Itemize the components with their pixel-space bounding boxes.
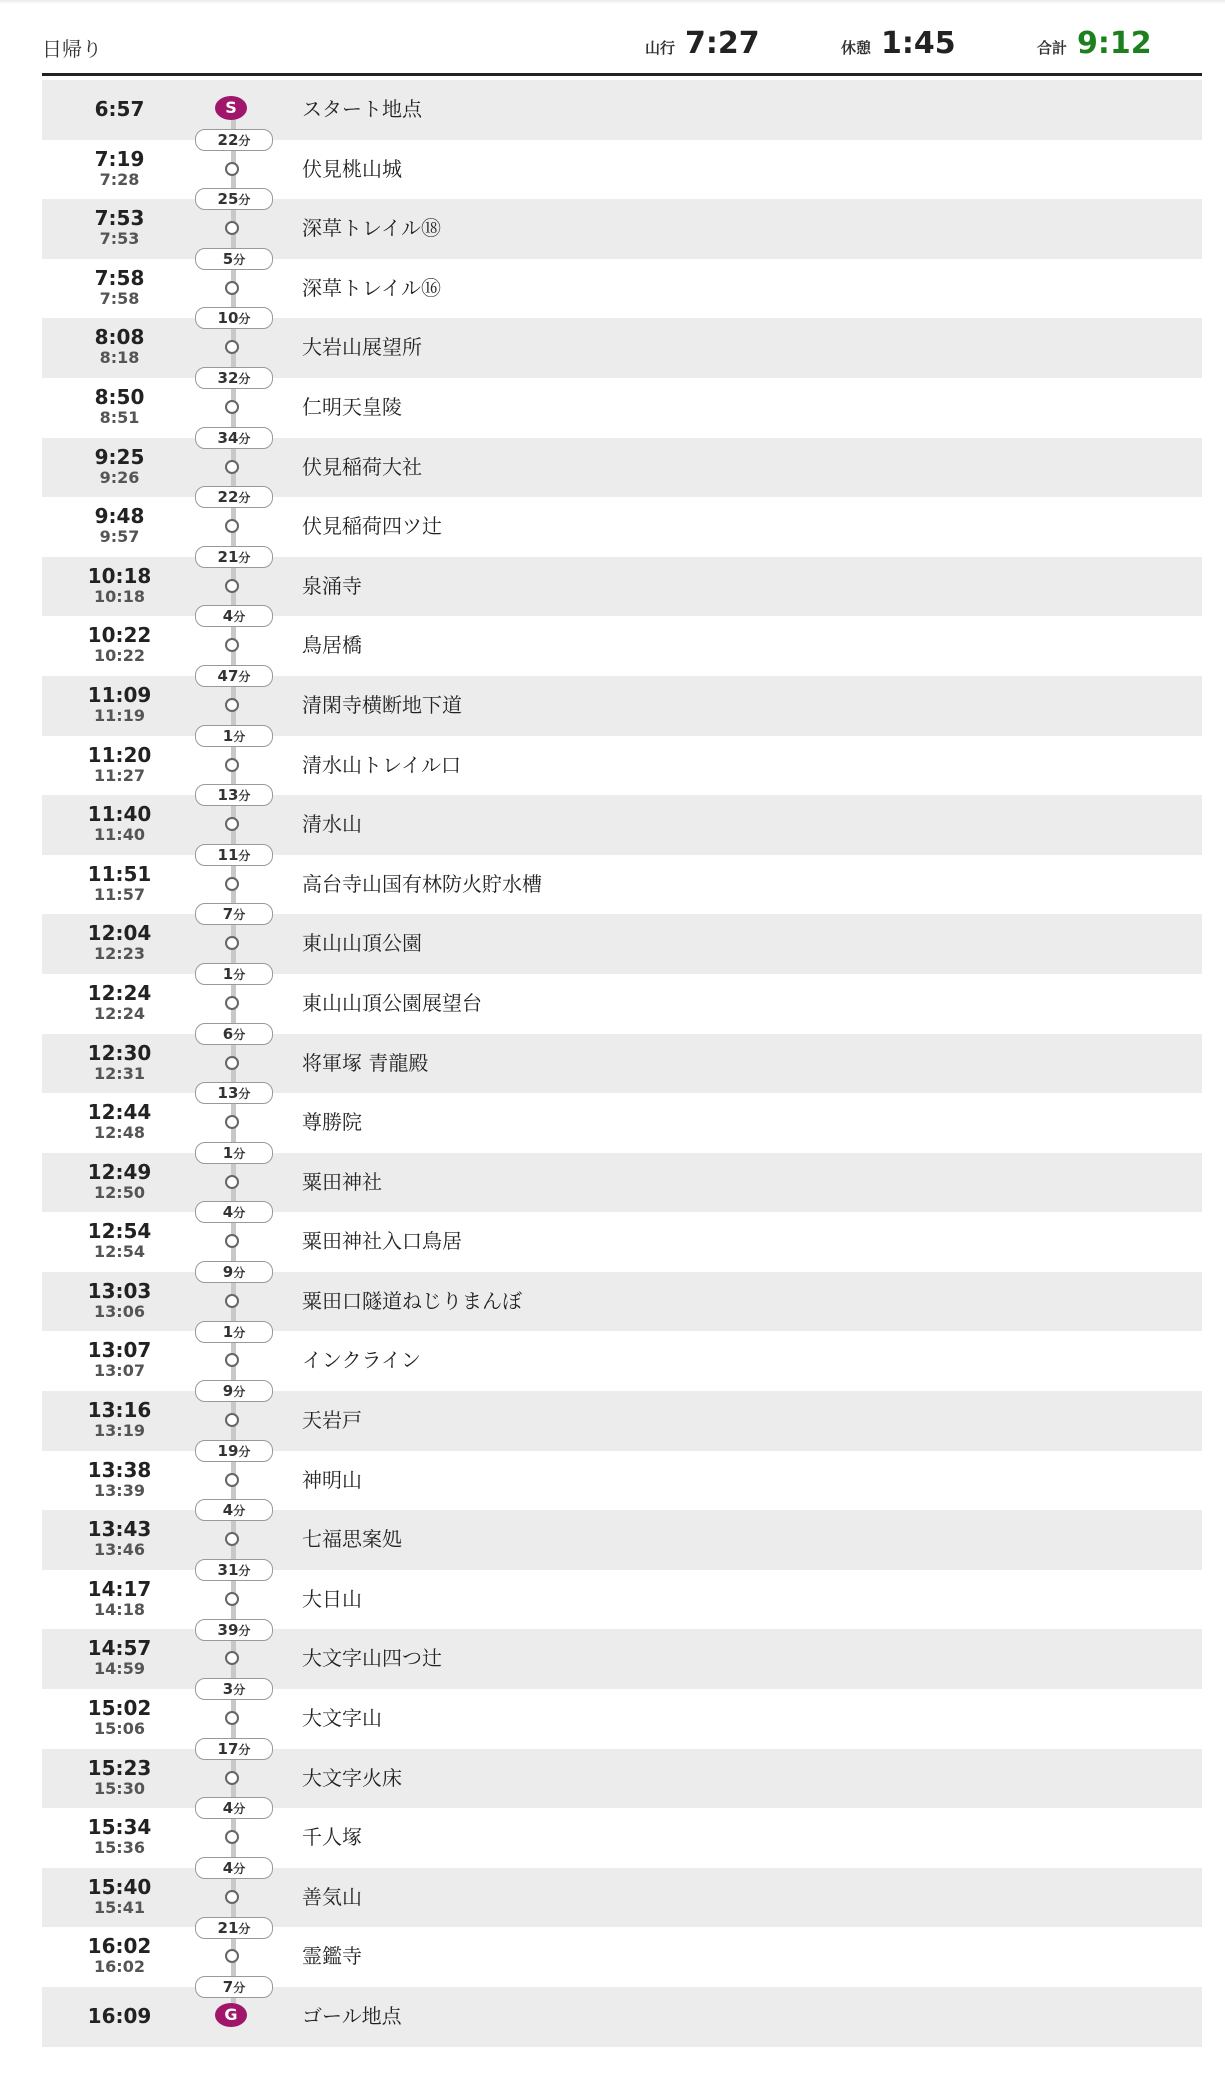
waypoint-node-icon: [225, 579, 239, 593]
segment-unit: 分: [233, 1802, 246, 1817]
summary-header: [42, 18, 1202, 76]
start-marker-icon: S: [215, 96, 247, 120]
segment-unit: 分: [233, 1981, 246, 1996]
segment-unit: 分: [238, 1087, 251, 1102]
waypoint-node-icon: [225, 1056, 239, 1070]
waypoint-node-icon: [225, 519, 239, 533]
departure-time: 14:59: [94, 1659, 145, 1679]
departure-time: 15:41: [94, 1897, 145, 1917]
arrival-time: 7:19: [94, 146, 145, 171]
waypoint-node-icon: [225, 817, 239, 831]
departure-time: 15:36: [94, 1838, 145, 1858]
arrival-time: 9:48: [94, 504, 145, 529]
arrival-time: 11:51: [87, 861, 152, 886]
segment-minutes: 31: [217, 1561, 239, 1579]
stop-name: 深草トレイル⑯: [302, 275, 441, 300]
stop-name: 大岩山展望所: [302, 335, 422, 360]
departure-time: 16:02: [94, 1957, 145, 1977]
waypoint-node-icon: [225, 1234, 239, 1248]
stop-name: 天岩戸: [302, 1408, 362, 1433]
segment-duration-pill: [195, 307, 273, 329]
segment-minutes: 19: [217, 1441, 239, 1460]
arrival-time: 8:08: [94, 325, 145, 350]
segment-duration-pill: [195, 1023, 273, 1045]
segment-unit: 分: [238, 312, 251, 327]
segment-duration-pill: [195, 1142, 273, 1164]
segment-unit: 分: [238, 789, 251, 804]
waypoint-node-icon: [225, 1830, 239, 1844]
arrival-time: 12:30: [87, 1040, 152, 1065]
segment-minutes: 7: [222, 905, 234, 924]
departure-time: 11:19: [94, 705, 145, 725]
waypoint-node-icon: [225, 698, 239, 712]
segment-duration-pill: [195, 1678, 273, 1700]
waypoint-node-icon: [225, 1890, 239, 1904]
goal-marker-icon: G: [215, 2003, 247, 2027]
total-time-label: 合計: [1037, 39, 1068, 57]
segment-minutes: 47: [217, 667, 239, 685]
segment-minutes: 32: [217, 369, 239, 387]
top-shadow: [0, 0, 1225, 4]
stop-name: 大日山: [302, 1586, 362, 1611]
arrival-time: 12:24: [87, 980, 152, 1005]
segment-duration-pill: [195, 1738, 273, 1760]
segment-unit: 分: [233, 1683, 246, 1698]
segment-duration-pill: [195, 844, 273, 866]
arrival-time: 12:49: [87, 1159, 152, 1184]
waypoint-node-icon: [225, 1592, 239, 1606]
arrival-time: 9:25: [94, 444, 145, 469]
segment-duration-pill: [195, 1380, 273, 1402]
segment-minutes: 39: [217, 1620, 239, 1639]
segment-duration-pill: [195, 903, 273, 925]
segment-minutes: 3: [222, 1680, 234, 1699]
stop-name: インクライン: [302, 1348, 421, 1373]
segment-duration-pill: [195, 1559, 273, 1581]
waypoint-node-icon: [225, 1175, 239, 1189]
segment-duration-pill: [195, 427, 273, 449]
departure-time: 7:58: [99, 288, 140, 308]
stop-name: 大文字山: [302, 1706, 382, 1731]
segment-unit: 分: [238, 550, 251, 565]
segment-unit: 分: [233, 252, 246, 267]
segment-minutes: 1: [222, 1322, 234, 1341]
segment-duration-pill: [195, 1261, 273, 1283]
segment-minutes: 10: [217, 309, 239, 328]
stop-name: 清水山トレイル口: [302, 752, 461, 777]
stop-name: 深草トレイル⑱: [302, 216, 441, 241]
segment-minutes: 1: [222, 1143, 234, 1162]
arrival-time: 7:53: [94, 206, 145, 231]
departure-time: 13:07: [94, 1361, 145, 1381]
segment-unit: 分: [233, 1266, 246, 1280]
departure-time: 12:23: [94, 944, 145, 964]
stop-name: 清水山: [302, 812, 362, 837]
waypoint-node-icon: [225, 1532, 239, 1546]
departure-time: 9:26: [99, 467, 140, 487]
stop-name: スタート地点: [302, 97, 422, 121]
waypoint-node-icon: [225, 1353, 239, 1367]
stop-name: 粟田神社: [302, 1169, 382, 1194]
segment-minutes: 25: [217, 190, 239, 209]
waypoint-node-icon: [225, 1115, 239, 1129]
waypoint-node-icon: [225, 400, 239, 414]
arrival-time: 12:54: [87, 1219, 152, 1244]
stop-name: 伏見桃山城: [302, 156, 402, 181]
waypoint-node-icon: [225, 1651, 239, 1665]
trip-type-label: 日帰り: [42, 37, 102, 61]
departure-time: 14:18: [94, 1599, 145, 1619]
departure-time: 13:46: [94, 1540, 145, 1560]
departure-time: 7:28: [99, 169, 140, 189]
segment-minutes: 34: [217, 428, 239, 447]
stop-name: 善気山: [302, 1884, 362, 1909]
stop-name: 神明山: [302, 1467, 362, 1492]
arrival-time: 14:57: [87, 1636, 152, 1661]
segment-unit: 分: [238, 1742, 251, 1757]
departure-time: 12:24: [94, 1003, 145, 1023]
stop-name: 千人塚: [302, 1825, 362, 1850]
arrival-time: 15:34: [87, 1815, 152, 1840]
stop-name: 粟田口隧道ねじりまんぼ: [302, 1288, 522, 1313]
segment-unit: 分: [238, 1564, 251, 1578]
segment-unit: 分: [238, 1444, 251, 1459]
arrival-time: 12:44: [87, 1100, 152, 1125]
departure-time: 10:22: [94, 646, 145, 666]
segment-unit: 分: [238, 133, 251, 148]
departure-time: 12:48: [94, 1123, 145, 1143]
segment-minutes: 22: [217, 488, 239, 507]
segment-minutes: 21: [217, 1918, 239, 1937]
departure-time: 15:30: [94, 1778, 145, 1798]
segment-duration-pill: [195, 1797, 273, 1819]
segment-unit: 分: [233, 1146, 246, 1161]
segment-minutes: 1: [222, 965, 234, 983]
climb-time-value: 7:27: [685, 26, 760, 61]
departure-time: 12:54: [94, 1242, 145, 1262]
waypoint-node-icon: [225, 877, 239, 891]
arrival-time: 12:04: [87, 921, 152, 946]
segment-duration-pill: [195, 1082, 273, 1104]
arrival-time: 16:02: [87, 1934, 152, 1959]
rest-time-stat: [841, 26, 956, 61]
waypoint-node-icon: [225, 340, 239, 354]
segment-duration-pill: [195, 605, 273, 627]
segment-minutes: 4: [222, 1859, 234, 1877]
stop-name: ゴール地点: [302, 2004, 402, 2028]
segment-duration-pill: [195, 248, 273, 270]
waypoint-node-icon: [225, 996, 239, 1010]
waypoint-node-icon: [225, 638, 239, 652]
climb-time-stat: [645, 26, 760, 61]
rest-time-value: 1:45: [881, 26, 956, 61]
waypoint-node-icon: [225, 1949, 239, 1963]
stop-name: 将軍塚 青龍殿: [302, 1050, 429, 1075]
departure-time: 9:57: [99, 527, 140, 547]
departure-time: 12:31: [94, 1063, 145, 1083]
stop-list: [42, 80, 1202, 2047]
arrival-time: 8:50: [94, 384, 145, 409]
segment-duration-pill: [195, 486, 273, 508]
arrival-time: 16:09: [87, 2004, 152, 2028]
stop-name: 高台寺山国有林防火貯水槽: [302, 871, 542, 896]
segment-unit: 分: [233, 968, 246, 982]
segment-unit: 分: [233, 729, 246, 744]
segment-minutes: 17: [217, 1739, 239, 1758]
waypoint-node-icon: [225, 281, 239, 295]
segment-duration-pill: [195, 963, 273, 985]
waypoint-node-icon: [225, 1413, 239, 1427]
segment-duration-pill: [195, 1201, 273, 1223]
segment-duration-pill: [195, 1321, 273, 1343]
waypoint-node-icon: [225, 1473, 239, 1487]
waypoint-node-icon: [225, 1771, 239, 1785]
departure-time: 13:39: [94, 1480, 145, 1500]
waypoint-node-icon: [225, 936, 239, 950]
segment-unit: 分: [233, 1325, 246, 1340]
segment-minutes: 4: [222, 1799, 234, 1818]
departure-time: 10:18: [94, 586, 145, 606]
segment-unit: 分: [238, 1623, 251, 1638]
segment-minutes: 4: [222, 1203, 234, 1222]
total-time-value: 9:12: [1077, 26, 1152, 61]
segment-duration-pill: [195, 1499, 273, 1521]
segment-duration-pill: [195, 725, 273, 747]
stop-name: 清閑寺横断地下道: [302, 692, 462, 717]
segment-minutes: 13: [217, 786, 239, 805]
waypoint-node-icon: [225, 758, 239, 772]
arrival-time: 13:43: [87, 1517, 152, 1542]
stop-name: 尊勝院: [302, 1110, 362, 1135]
waypoint-node-icon: [225, 1294, 239, 1308]
departure-time: 13:19: [94, 1421, 145, 1441]
segment-unit: 分: [238, 670, 251, 684]
segment-unit: 分: [238, 372, 251, 386]
total-time-stat: [1037, 26, 1152, 61]
arrival-time: 13:38: [87, 1457, 152, 1482]
segment-unit: 分: [238, 193, 251, 208]
stop-name: 霊鑑寺: [302, 1944, 362, 1969]
segment-duration-pill: [195, 1440, 273, 1462]
segment-minutes: 13: [217, 1084, 239, 1103]
waypoint-node-icon: [225, 221, 239, 235]
departure-time: 13:06: [94, 1301, 145, 1321]
segment-minutes: 1: [222, 726, 234, 745]
arrival-time: 6:57: [94, 97, 145, 121]
segment-duration-pill: [195, 129, 273, 151]
arrival-time: 10:18: [87, 563, 152, 588]
arrival-time: 15:23: [87, 1755, 152, 1780]
stop-name: 鳥居橋: [302, 633, 362, 658]
stop-name: 泉涌寺: [302, 573, 362, 598]
segment-duration-pill: [195, 665, 273, 687]
waypoint-node-icon: [225, 162, 239, 176]
stop-name: 東山山頂公園: [302, 931, 422, 956]
segment-unit: 分: [233, 1862, 246, 1876]
rest-time-label: 休憩: [841, 39, 872, 57]
segment-duration-pill: [195, 1857, 273, 1879]
arrival-time: 13:16: [87, 1398, 152, 1423]
segment-duration-pill: [195, 1917, 273, 1939]
arrival-time: 15:40: [87, 1874, 152, 1899]
climb-time-label: 山行: [645, 39, 676, 57]
departure-time: 11:27: [94, 765, 145, 785]
arrival-time: 7:58: [94, 265, 145, 290]
segment-unit: 分: [233, 908, 246, 923]
segment-duration-pill: [195, 1976, 273, 1998]
segment-minutes: 6: [222, 1024, 234, 1043]
arrival-time: 13:03: [87, 1278, 152, 1303]
stop-name: 伏見稲荷四ツ辻: [302, 514, 442, 539]
segment-minutes: 21: [217, 547, 239, 566]
segment-unit: 分: [233, 610, 246, 625]
segment-minutes: 11: [217, 845, 239, 864]
departure-time: 15:06: [94, 1719, 145, 1739]
arrival-time: 10:22: [87, 623, 152, 648]
stop-name: 七福思案処: [302, 1527, 402, 1552]
stop-name: 粟田神社入口鳥居: [302, 1229, 462, 1254]
stop-name: 東山山頂公園展望台: [302, 990, 482, 1015]
segment-minutes: 4: [222, 607, 234, 626]
arrival-time: 11:20: [87, 742, 152, 767]
departure-time: 8:18: [99, 348, 140, 368]
stop-name: 伏見稲荷大社: [302, 454, 422, 479]
departure-time: 7:53: [99, 229, 140, 249]
segment-unit: 分: [238, 491, 251, 506]
segment-minutes: 5: [222, 249, 234, 268]
arrival-time: 11:40: [87, 802, 152, 827]
segment-unit: 分: [238, 431, 251, 446]
segment-minutes: 7: [222, 1978, 234, 1997]
stop-name: 大文字火床: [302, 1765, 402, 1790]
arrival-time: 14:17: [87, 1576, 152, 1601]
segment-unit: 分: [233, 1206, 246, 1221]
waypoint-node-icon: [225, 1711, 239, 1725]
segment-unit: 分: [233, 1385, 246, 1400]
arrival-time: 13:07: [87, 1338, 152, 1363]
departure-time: 11:40: [94, 825, 145, 845]
arrival-time: 11:09: [87, 682, 152, 707]
segment-minutes: 4: [222, 1501, 234, 1520]
segment-duration-pill: [195, 367, 273, 389]
departure-time: 12:50: [94, 1182, 145, 1202]
segment-duration-pill: [195, 546, 273, 568]
segment-unit: 分: [238, 1921, 251, 1936]
segment-unit: 分: [233, 1027, 246, 1042]
waypoint-node-icon: [225, 460, 239, 474]
segment-minutes: 9: [222, 1263, 234, 1281]
segment-duration-pill: [195, 188, 273, 210]
segment-unit: 分: [238, 848, 251, 863]
departure-time: 8:51: [99, 407, 140, 427]
departure-time: 11:57: [94, 884, 145, 904]
stop-name: 仁明天皇陵: [302, 394, 402, 419]
segment-unit: 分: [233, 1504, 246, 1519]
arrival-time: 15:02: [87, 1696, 152, 1721]
stop-name: 大文字山四つ辻: [302, 1646, 442, 1671]
segment-minutes: 9: [222, 1382, 234, 1401]
segment-duration-pill: [195, 1619, 273, 1641]
segment-minutes: 22: [217, 130, 239, 149]
segment-duration-pill: [195, 784, 273, 806]
